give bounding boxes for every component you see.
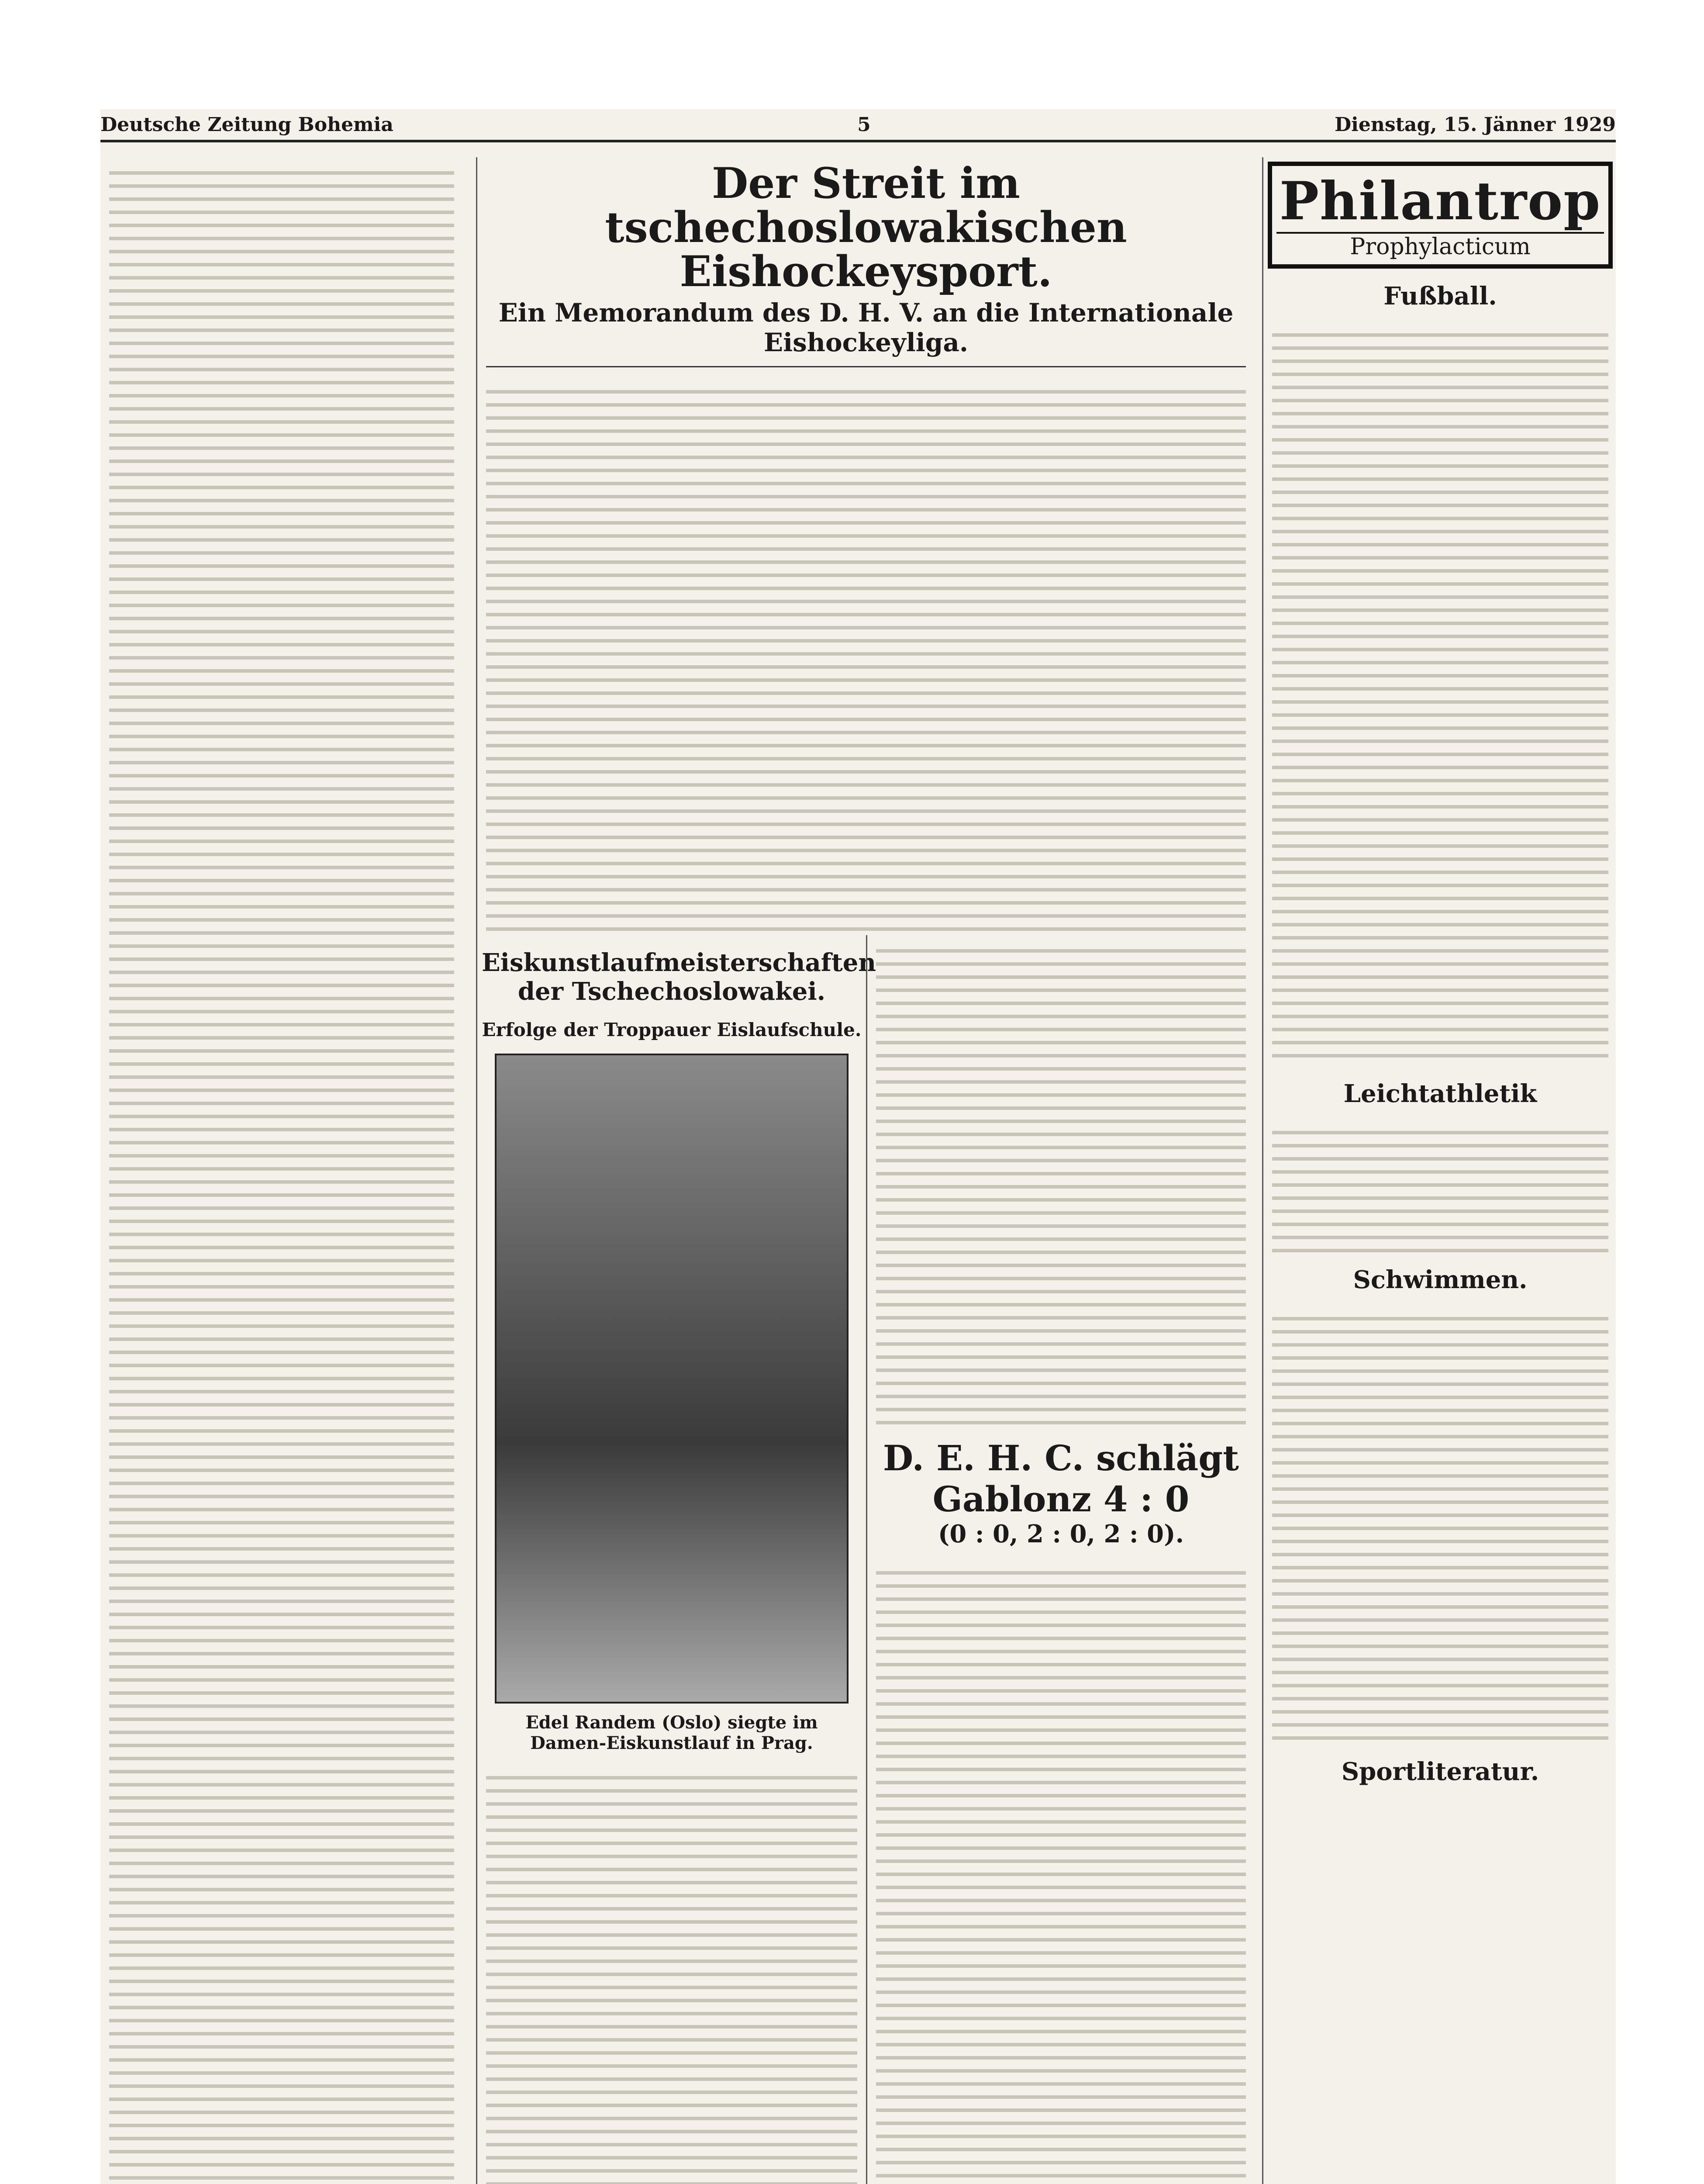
untranscribed-text xyxy=(486,1766,857,2184)
masthead xyxy=(100,109,1616,142)
ad-brand: Philantrop xyxy=(1279,170,1601,232)
column-right xyxy=(1262,157,1617,2184)
column-center xyxy=(476,157,1255,2184)
figure-story-headline: Eiskunstlaufmeisterschaften der Tschechoslowakei. xyxy=(482,948,876,1006)
photo-caption: Edel Randem (Oslo) siegte im Damen-Eiskunstlauf in Prag. xyxy=(525,1712,818,1754)
main-subhead: Ein Memorandum des D. H. V. an die Internationale Eishockeyliga. xyxy=(486,298,1246,367)
paper-name: Deutsche Zeitung Bohemia xyxy=(100,113,393,136)
untranscribed-text xyxy=(109,162,454,2184)
untranscribed-text xyxy=(486,380,1246,931)
philantrop-ad xyxy=(1268,162,1613,269)
skater-photo xyxy=(495,1054,849,1704)
untranscribed-text xyxy=(1272,1121,1608,1252)
untranscribed-text xyxy=(1272,324,1608,1066)
page-number: 5 xyxy=(857,113,871,136)
section-sportliteratur: Sportliteratur. xyxy=(1341,1757,1539,1786)
section-fussball: Fußball. xyxy=(1383,282,1497,311)
untranscribed-text xyxy=(1272,1307,1608,1744)
hockey-result-headline: D. E. H. C. schlägt Gablonz 4 : 0 xyxy=(883,1438,1239,1520)
hockey-result-periods: (0 : 0, 2 : 0, 2 : 0). xyxy=(938,1520,1184,1549)
untranscribed-text xyxy=(876,940,1246,1429)
ad-product: Prophylacticum xyxy=(1276,232,1604,260)
issue-date: Dienstag, 15. Jänner 1929 xyxy=(1334,113,1616,136)
section-schwimmen: Schwimmen. xyxy=(1353,1265,1528,1294)
main-headline: Der Streit im tschechoslowakischen Eishockeysport. xyxy=(605,159,1127,296)
column-left xyxy=(100,157,463,2184)
untranscribed-text xyxy=(876,1562,1246,2184)
section-leichtathletik: Leichtathletik xyxy=(1343,1079,1537,1108)
figure-story-subhead: Erfolge der Troppauer Eislaufschule. xyxy=(482,1019,862,1041)
newspaper-page xyxy=(100,109,1616,2184)
